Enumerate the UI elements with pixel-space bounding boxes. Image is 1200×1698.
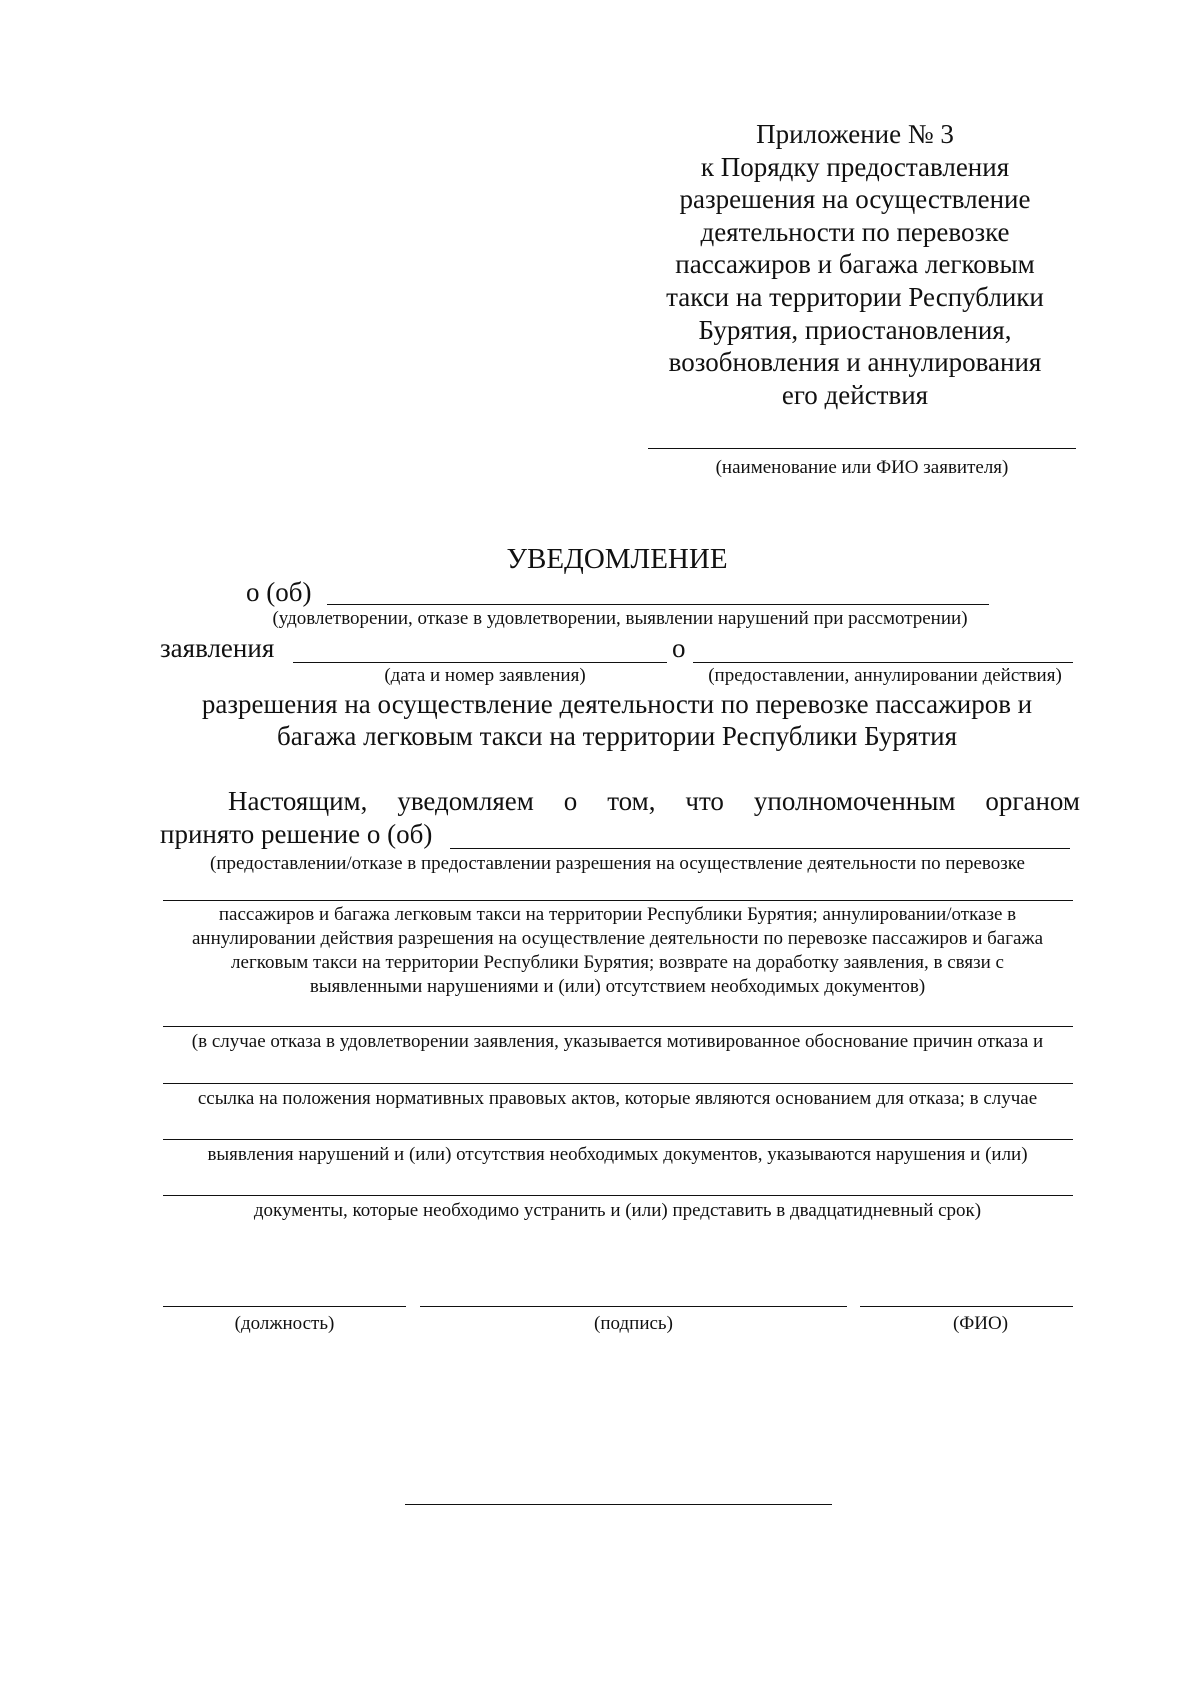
appendix-line: Приложение № 3 <box>756 119 954 149</box>
subject-line: разрешения на осуществление деятельности по перевозке пассажиров и <box>201 689 1033 719</box>
about-label: о <box>672 633 686 663</box>
decision-continuation-line[interactable] <box>163 900 1073 901</box>
appendix-line: разрешения на осуществление <box>679 184 1031 215</box>
applicant-caption: (наименование или ФИО заявителя) <box>715 457 1009 478</box>
applicant-name-line[interactable] <box>648 448 1076 449</box>
paragraph-word: что <box>685 786 724 816</box>
signature-line[interactable] <box>420 1306 847 1307</box>
action-type-line[interactable] <box>693 662 1073 663</box>
appendix-line: возобновления и аннулирования <box>668 347 1042 378</box>
action-type-caption: (предоставлении, аннулировании действия) <box>708 665 1062 686</box>
appendix-line: такси на территории Республики <box>666 281 1044 312</box>
notice-paragraph-line <box>228 785 1080 817</box>
reason-caption: (в случае отказа в удовлетворении заявления, указывается мотивированное обоснование причин отказа и <box>191 1031 1044 1052</box>
reason-line[interactable] <box>163 1083 1073 1084</box>
bottom-separator-line <box>405 1504 832 1505</box>
decision-type-line[interactable] <box>327 604 989 605</box>
decision-caption-cont: аннулировании действия разрешения на осуществление деятельности по перевозке пассажиров и багажа <box>191 928 1044 949</box>
decision-caption-cont: пассажиров и багажа легковым такси на территории Республики Бурятия; аннулировании/отказе в <box>218 904 1017 925</box>
application-label: заявления <box>160 633 275 663</box>
reason-caption: ссылка на положения нормативных правовых актов, которые являются основанием для отказа; в случае <box>197 1088 1038 1109</box>
application-date-number-line[interactable] <box>293 662 667 663</box>
paragraph-word: уполномоченным <box>753 786 956 816</box>
document-title: УВЕДОМЛЕНИЕ <box>506 543 728 575</box>
appendix-line: пассажиров и багажа легковым <box>675 249 1035 280</box>
paragraph-word: органом <box>985 786 1080 816</box>
reason-line[interactable] <box>163 1139 1073 1140</box>
decision-type-caption: (удовлетворении, отказе в удовлетворении, выявлении нарушений при рассмотрении) <box>272 608 968 629</box>
decision-prefix: принято решение о (об) <box>160 819 433 849</box>
appendix-line: Бурятия, приостановления, <box>698 314 1012 345</box>
decision-caption-cont: выявленными нарушениями и (или) отсутствием необходимых документов) <box>309 976 926 997</box>
reason-caption: выявления нарушений и (или) отсутствия необходимых документов, указываются нарушения и (или) <box>207 1144 1028 1165</box>
appendix-line: к Порядку предоставления <box>700 151 1010 182</box>
about-prefix: о (об) <box>246 577 312 607</box>
signature-caption: (подпись) <box>594 1313 673 1334</box>
paragraph-word: Настоящим, <box>228 786 368 816</box>
full-name-line[interactable] <box>860 1306 1073 1307</box>
decision-caption: (предоставлении/отказе в предоставлении разрешения на осуществление деятельности по перевозке <box>210 853 1025 874</box>
appendix-line: его действия <box>781 379 929 410</box>
full-name-caption: (ФИО) <box>952 1313 1009 1334</box>
paragraph-word: том, <box>607 786 656 816</box>
decision-line[interactable] <box>450 848 1070 849</box>
reason-line[interactable] <box>163 1026 1073 1027</box>
appendix-block <box>620 118 1090 411</box>
reason-caption: документы, которые необходимо устранить и (или) представить в двадцатидневный срок) <box>253 1200 982 1221</box>
position-line[interactable] <box>163 1306 406 1307</box>
subject-line: багажа легковым такси на территории Республики Бурятия <box>276 721 958 751</box>
decision-caption-cont: легковым такси на территории Республики Бурятия; возврате на доработку заявления, в связи с <box>231 952 1004 973</box>
paragraph-word: о <box>563 786 578 816</box>
paragraph-word: уведомляем <box>397 786 534 816</box>
position-caption: (должность) <box>234 1313 335 1334</box>
appendix-line: деятельности по перевозке <box>700 216 1010 247</box>
application-date-caption: (дата и номер заявления) <box>384 665 586 686</box>
reason-line[interactable] <box>163 1195 1073 1196</box>
